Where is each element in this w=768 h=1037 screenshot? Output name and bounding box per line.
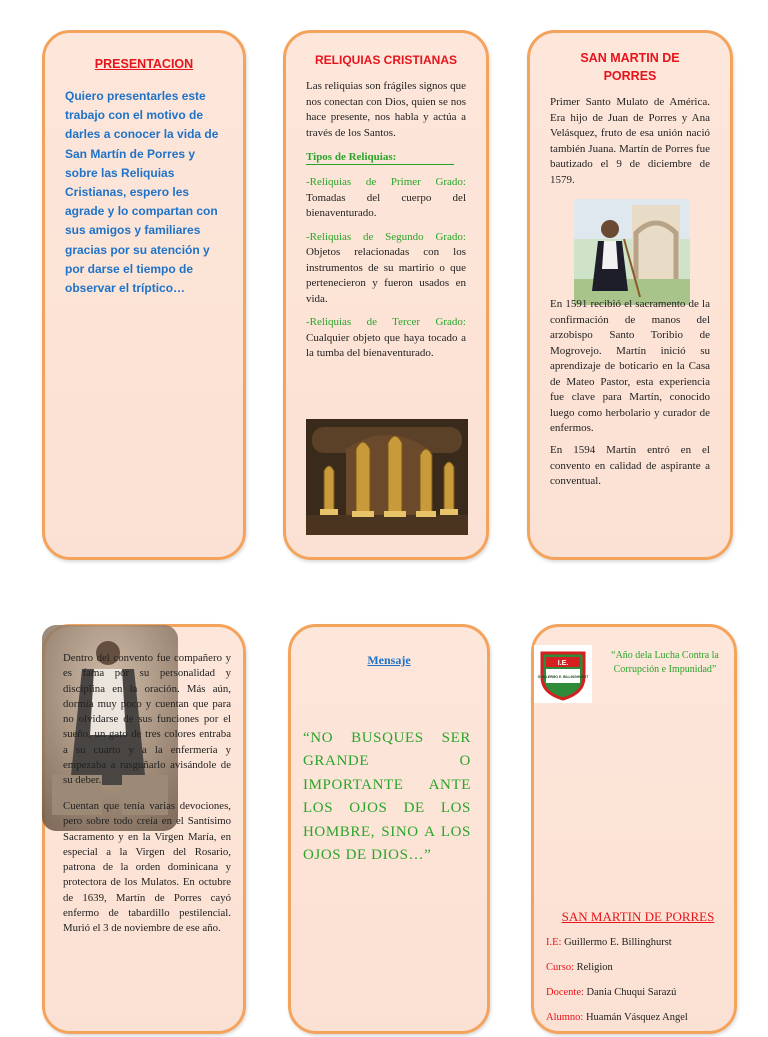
tipo-item [306, 175, 466, 222]
tipo-item [306, 230, 466, 308]
tipo-label: -Reliquias de Segundo Grado: [306, 230, 466, 243]
convento-para1: Dentro del convento fue compañero y es fama por su personalidad y disciplina en la oración. Más aún, dormía muy poco y cuentan que para no olvidarse de sus funciones por el sueño, un gato de tres colores entraba a su cuarto y a la enfermería y empezaba a rasguñarlo avisándole de su deber. [63, 652, 231, 787]
san-martin-illustration [574, 199, 690, 305]
detail-label: Alumno: [546, 1012, 584, 1023]
detail-value: Huamán Vásquez Angel [585, 1012, 688, 1023]
logo-top-text: I.E. [557, 660, 569, 667]
convento-para2: Cuentan que tenía varias devociones, pero sobre todo creía en el Santísimo Sacramento y en la Virgen María, en especial a la Virgen del Rosario, patrona de la orden dominicana y protectora de los Mulatos. En octubre de 1639, Martín de Porres cayó enfermo de tabardillo pestilencial. Murió el 3 de noviembre de ese año. [63, 800, 231, 935]
panel-convento [42, 624, 246, 1034]
school-logo [534, 645, 592, 703]
detail-value: Dania Chuqui Sarazú [586, 987, 677, 998]
detail-row [546, 1012, 730, 1037]
detail-row [546, 962, 730, 987]
tipo-label: -Reliquias de Primer Grado: [306, 176, 466, 188]
motto: “Año dela Lucha Contra la Corrupción e Impunidad” [611, 650, 719, 675]
san-martin-para1: Primer Santo Mulato de América. Era hijo de Juan de Porres y Ana Velásquez, fruto de esa unión nació también Juana. Martín de Porres fue bautizado el 9 de diciembre de 1579. [550, 96, 710, 186]
portada-title: SAN MARTIN DE PORRES [561, 909, 715, 924]
tipo-label: -Reliquias de Tercer Grado: [306, 316, 466, 328]
reliquias-title: RELIQUIAS CRISTIANAS [314, 53, 457, 67]
detail-label: Docente: [546, 987, 584, 998]
panel-san-martin [527, 30, 733, 560]
panel-mensaje [288, 624, 490, 1034]
logo-box [534, 645, 592, 703]
san-martin-para3: En 1594 Martín entró en el convento en calidad de aspirante a conventual. [550, 444, 710, 487]
detail-value: Guillermo E. Billinghurst [564, 937, 672, 948]
detail-value: Religion [576, 962, 613, 973]
tipo-text: Cualquier objeto que haya tocado a la tumba del bienaventurado. [306, 331, 466, 359]
panel-presentacion [42, 30, 246, 560]
reliquias-intro: Las reliquias son frágiles signos que nos conectan con Dios, quien se nos hace presente, nos habla y actúa a través de los Santos. [306, 80, 466, 139]
logo-name-text: GUILLERMO E. BILLINGHURST [537, 675, 589, 679]
detail-label: I.E: [546, 937, 562, 948]
tipos-heading: Tipos de Reliquias: [306, 151, 454, 165]
tipo-item [306, 315, 466, 362]
presentacion-title: PRESENTACION [94, 57, 194, 71]
tipo-text: Tomadas del cuerpo del bienaventurado. [306, 191, 466, 219]
detail-row [546, 987, 730, 1012]
tipo-text: Objetos relacionadas con los instrumentos de su martirio o que pertenecieron y fueron usados en vida. [306, 246, 466, 305]
presentacion-body: Quiero presentarles este trabajo con el motivo de darles a conocer la vida de San Martín de Porres y sobre las Reliquias Cristianas, espero les agrade y lo compartan con sus amigos y familiares gracias por su atención y por darse el tiempo de observar el tríptico… [65, 89, 219, 296]
panel-reliquias [283, 30, 489, 560]
mensaje-quote: “NO BUSQUES SER GRANDE O IMPORTANTE ANTE LOS OJOS DE LOS HOMBRE, SINO A LOS OJOS DE DIOS…” [303, 730, 471, 864]
mensaje-title: Mensaje [367, 653, 411, 667]
san-martin-title: SAN MARTIN DE PORRES [580, 51, 680, 83]
panel-portada [531, 624, 737, 1034]
detail-row [546, 937, 730, 962]
san-martin-para2: En 1591 recibió el sacramento de la confirmación de manos del arzobispo Santo Toribio de Mogrovejo. Martín inició su aprendizaje de boticario en la Casa de Mateo Pastor, esta experiencia fue clave para Martín, conocido luego como herbolario y curador de enfermos. [550, 298, 710, 434]
portada-details [546, 937, 730, 1037]
detail-label: Curso: [546, 962, 575, 973]
relics-photo [306, 419, 468, 535]
tipos-list [306, 175, 466, 362]
